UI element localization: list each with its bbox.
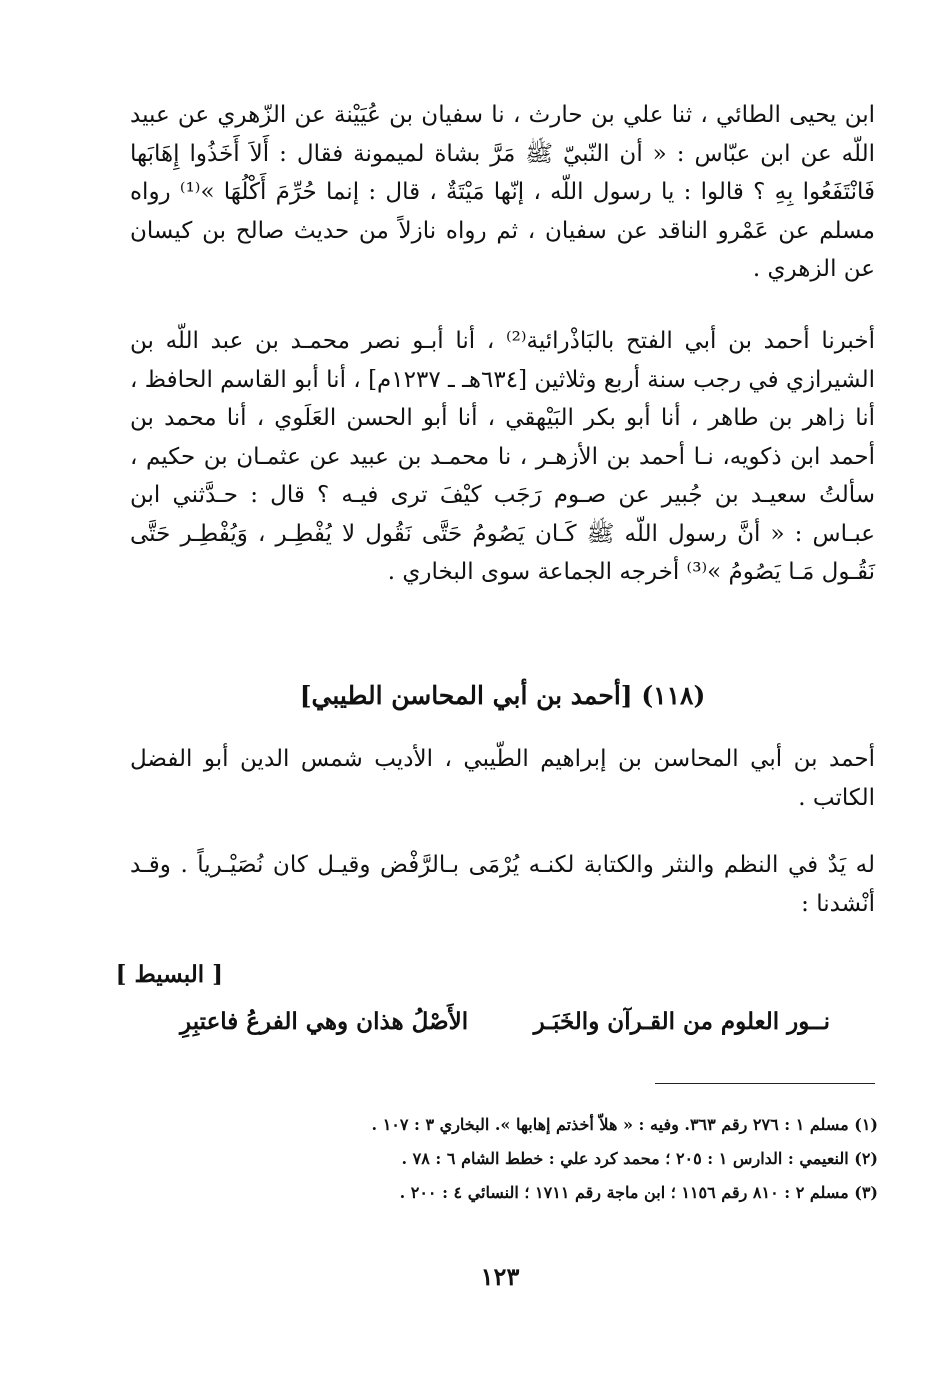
poem-meter-label: [ البسيط ]	[115, 961, 223, 988]
page-number: ١٢٣	[480, 1262, 520, 1291]
footnotes	[300, 1108, 878, 1210]
footnote-separator	[655, 1083, 875, 1084]
paragraph-text: ابن يحيى الطائي ، ثنا علي بن حارث ، نا سفيان بن عُيَيْنة عن الزّهري عن عبيد اللّه عن ابن عبّاس : « أن النّبيّ ﷺ مَرَّ بشاة لميمونة فقال : أَلاَ أَخَذُوا إِهَابَها فَانْتَفَعُوا بِهِ ؟ قالوا : يا رسول اللّه ، إنّها مَيْتَةٌ ، قال : إنما حُرِّمَ أَكْلُهَا »⁽¹⁾ رواه مسلم عن عَمْرو الناقد عن سفيان ، ثم رواه نازلاً من حديث صالح بن كيسان عن الزهري .	[130, 102, 875, 282]
poem-first-hemistich: نــور العلوم من القـرآن والخَبَـر	[533, 1008, 830, 1035]
paragraph-biography-description	[130, 846, 875, 923]
footnote-3: (٣) مسلم ٢ : ٨١٠ رقم ١١٥٦ ؛ ابن ماجة رقم ١٧١١ ؛ النسائي ٤ : ٢٠٠ .	[399, 1183, 878, 1202]
paragraph-text: أحمد بن أبي المحاسن بن إبراهيم الطّيبي ، الأديب شمس الدين أبو الفضل الكاتب .	[130, 746, 875, 811]
entry-heading: (١١٨) [أحمد بن أبي المحاسن الطيبي]	[299, 681, 706, 710]
footnote-2: (٢) النعيمي : الدارس ١ : ٢٠٥ ؛ محمد كرد علي : خطط الشام ٦ : ٧٨ .	[401, 1149, 878, 1168]
paragraph-text: أخبرنا أحمد بن أبي الفتح بالبَاذْرائية⁽²⁾ ، أنا أبـو نصر محمـد بن عبد اللّه بن الشيرازي في رجب سنة أربع وثلاثين [٦٣٤هـ ـ ١٢٣٧م] ، أنا أبو القاسم الحافظ ، أنا زاهر بن طاهر ، أنا أبو بكر البَيْهقي ، أنا أبو الحسن العَلَوي ، أنا محمد بن أحمد ابن ذكويه، نـا أحمد بن الأزهـر ، نا محمـد بن عبيد عن عثمـان بن حكيم ، سألتُ سعيـد بن جُبير عن صـوم رَجَب كيْفَ ترى فيـه ؟ قال : حـدَّثني ابن عبـاس : « أنَّ رسول اللّه ﷺ كَـان يَصُومُ حَتَّى نَقُول لا يُفْطِـر ، وَيُفْطِـر حَتَّى نَقُـول مَـا يَصُومُ »⁽³⁾ أخرجه الجماعة سوى البخاري .	[130, 328, 875, 585]
paragraph-text: له يَدٌ في النظم والنثر والكتابة لكنـه يُرْمَى بـالرَّفْض وقيـل كان نُصَيْـرياً . وقـد أنْشدنا :	[130, 852, 875, 917]
footnote-1: (١) مسلم ١ : ٢٧٦ رقم ٣٦٣. وفيه : « هلاّ أخذتم إهابها ». البخاري ٣ : ١٠٧ .	[371, 1115, 878, 1134]
paragraph-biography-name	[130, 740, 875, 817]
paragraph-hadith-2	[130, 322, 875, 592]
paragraph-hadith-1	[130, 96, 875, 289]
poem-second-hemistich: الأَصْلُ هذان وهي الفرعُ فاعتبِرِ	[180, 1008, 469, 1035]
